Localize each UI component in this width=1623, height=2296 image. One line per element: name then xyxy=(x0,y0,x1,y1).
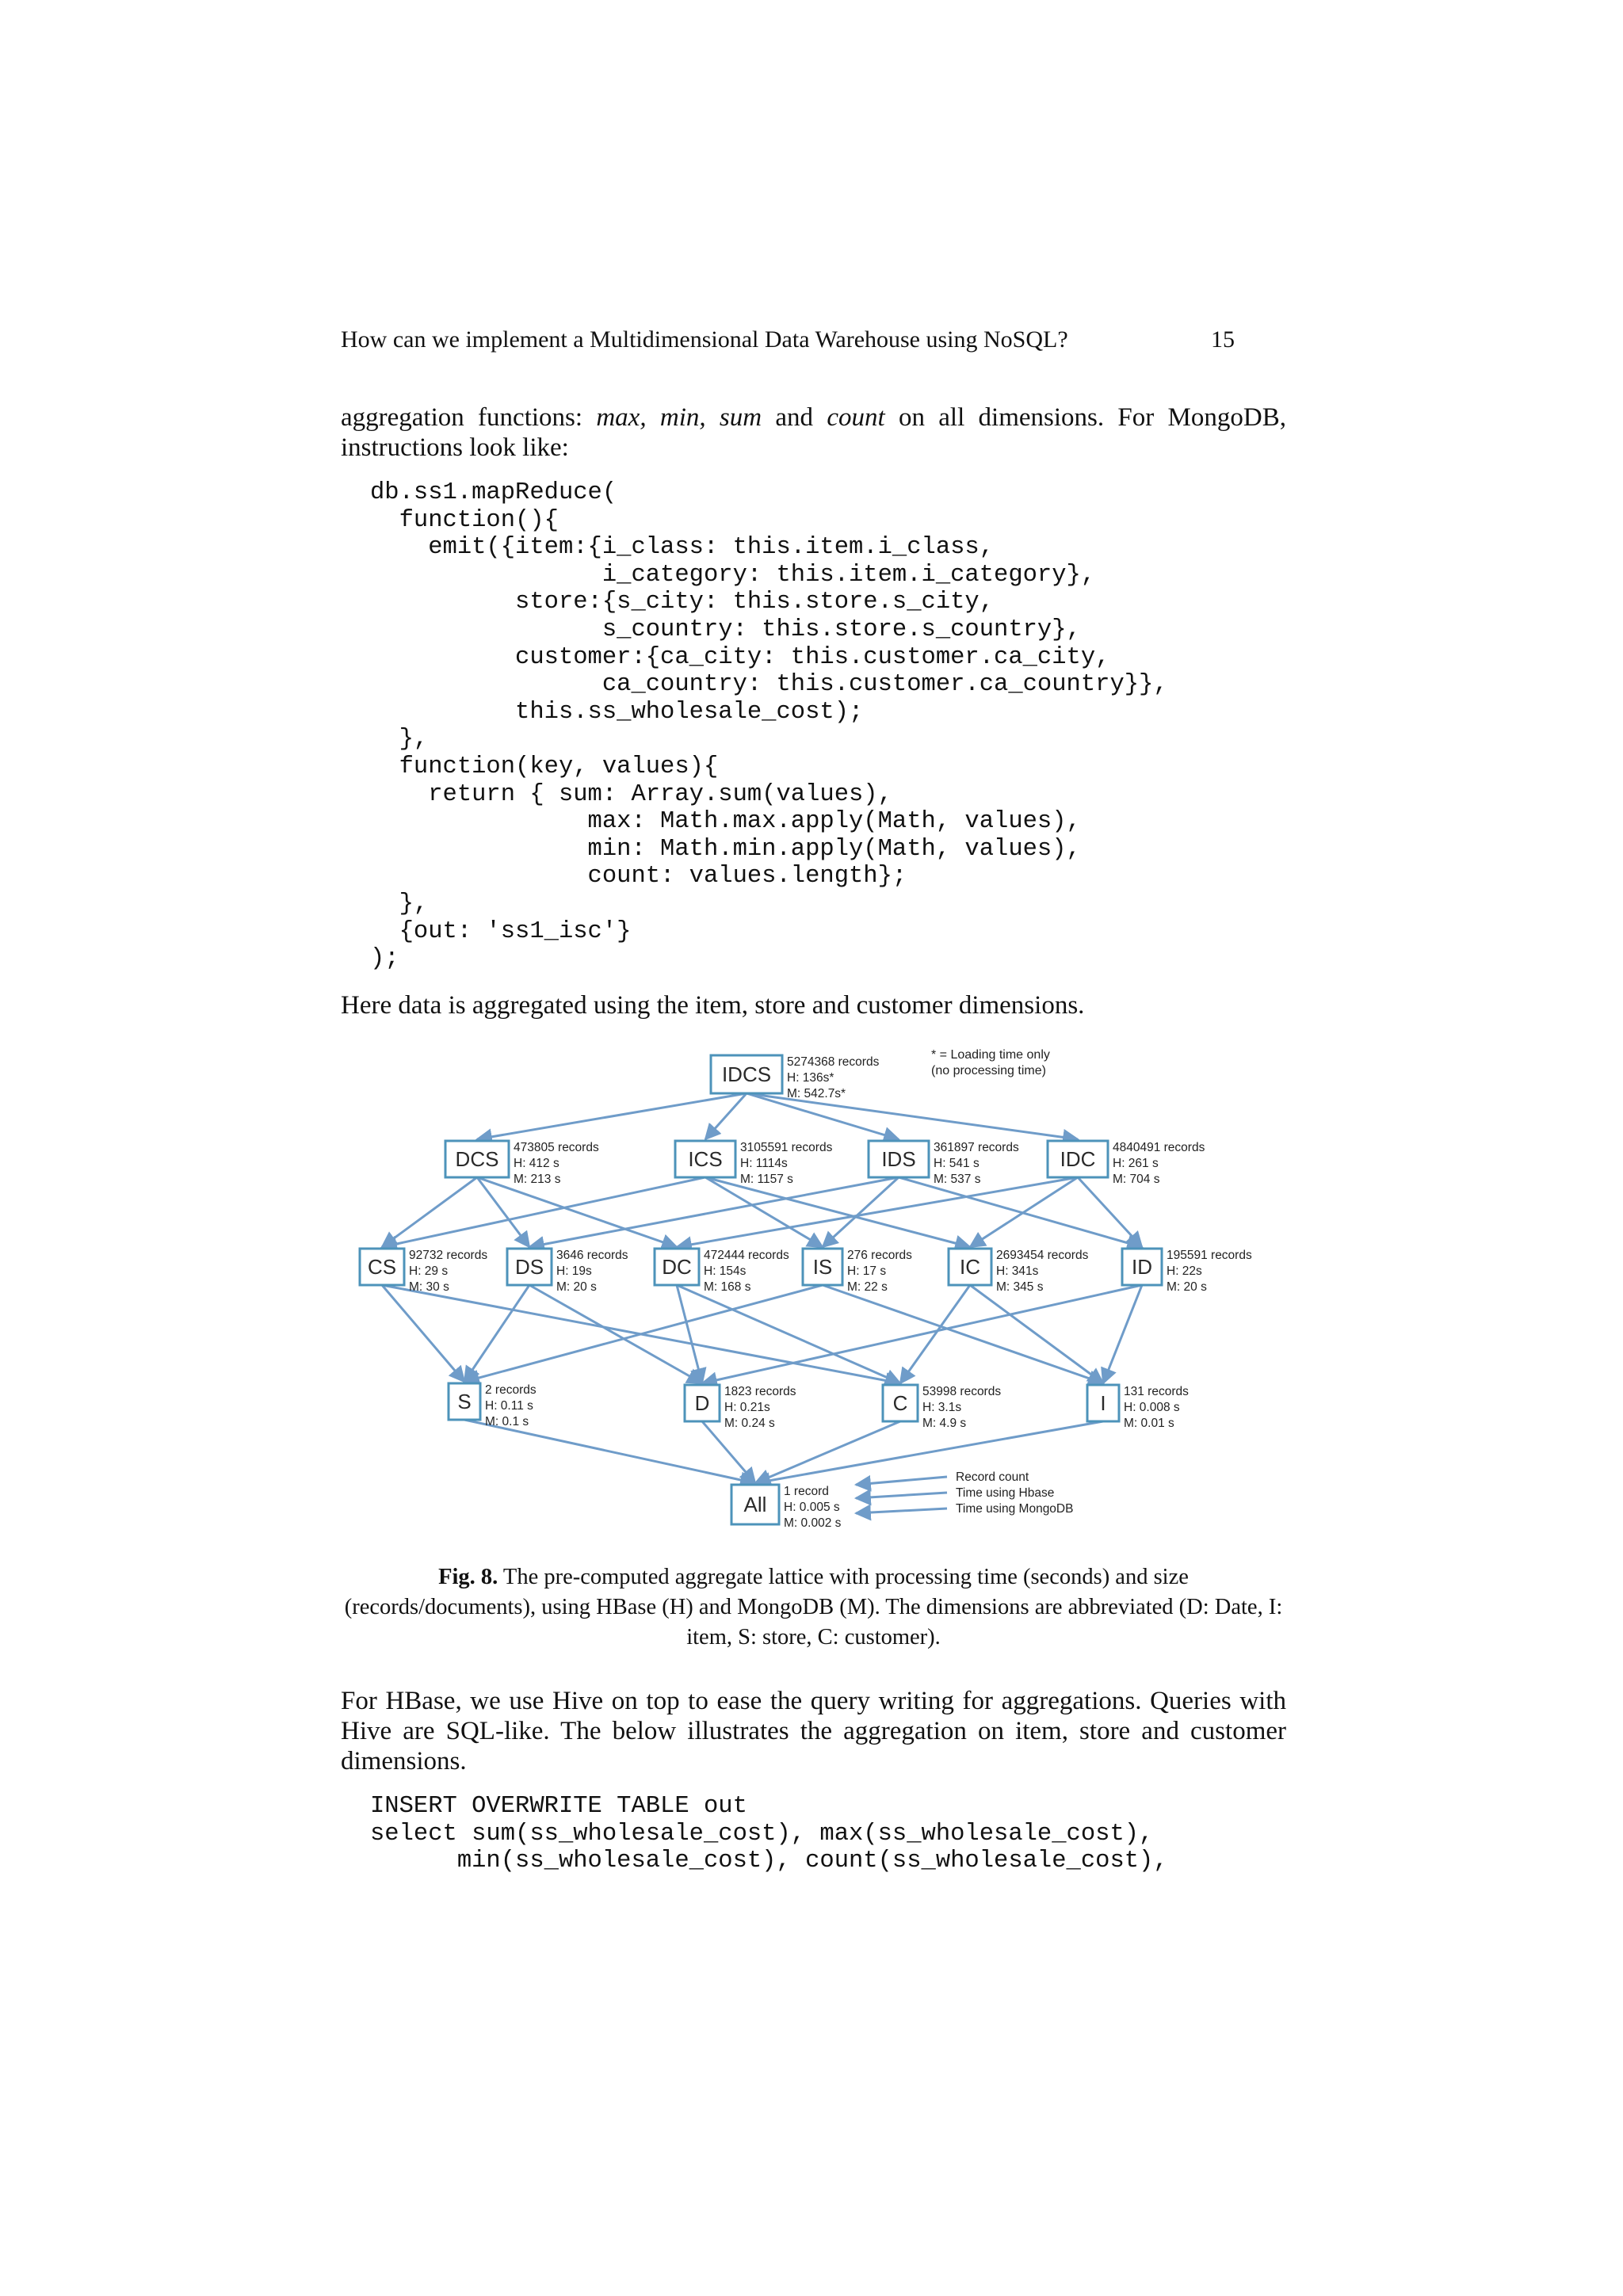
node-record-count: 361897 records xyxy=(934,1141,1019,1154)
node-record-count: 5274368 records xyxy=(787,1055,880,1069)
node-dc xyxy=(655,1249,789,1294)
node-record-count: 53998 records xyxy=(922,1385,1002,1398)
node-hbase-time: H: 0.008 s xyxy=(1124,1401,1180,1414)
key-record-count: Record count xyxy=(956,1470,1029,1484)
node-label: S xyxy=(457,1390,472,1413)
aggregate-lattice-figure xyxy=(349,1044,1276,1551)
node-label: D xyxy=(694,1391,710,1415)
node-label: ICS xyxy=(688,1147,723,1171)
key-arrow-record-count xyxy=(856,1477,947,1485)
node-label: All xyxy=(743,1493,767,1516)
running-title: How can we implement a Multidimensional Data Warehouse using NoSQL? xyxy=(341,326,1068,353)
key-arrow-hbase xyxy=(856,1493,947,1498)
node-mongodb-time: M: 30 s xyxy=(409,1280,449,1294)
node-record-count: 276 records xyxy=(847,1249,912,1262)
node-record-count: 3105591 records xyxy=(740,1141,833,1154)
node-mongodb-time: M: 20 s xyxy=(556,1280,597,1294)
node-mongodb-time: M: 542.7s* xyxy=(787,1087,846,1100)
node-label: CS xyxy=(367,1255,397,1279)
node-cs xyxy=(360,1249,487,1294)
para1-text-2: and xyxy=(762,403,827,432)
para1-emphasis-2: count xyxy=(827,403,885,432)
edge-s-to-all xyxy=(464,1420,755,1483)
edge-ics-to-is xyxy=(705,1177,823,1247)
edge-ids-to-ds xyxy=(529,1177,899,1247)
node-hbase-time: H: 261 s xyxy=(1113,1157,1159,1170)
node-hbase-time: H: 541 s xyxy=(934,1157,980,1170)
edge-idcs-to-dcs xyxy=(477,1093,747,1139)
key-time-mongodb: Time using MongoDB xyxy=(956,1502,1074,1516)
para1-text-1: aggregation functions: xyxy=(341,403,597,432)
caption-text: The pre-computed aggregate lattice with processing time (seconds) and size (records/documents), using HBase (H) and MongoDB (M). The dimensions are abbreviated (D: Date, I: item, S: store, C: customer). xyxy=(344,1565,1283,1650)
node-mongodb-time: M: 20 s xyxy=(1167,1280,1207,1294)
key-arrow-mongodb xyxy=(856,1508,947,1513)
node-mongodb-time: M: 0.24 s xyxy=(724,1417,775,1430)
paragraph-hbase-hive xyxy=(341,1686,1286,1776)
edge-dcs-to-dc xyxy=(477,1177,677,1247)
node-mongodb-time: M: 22 s xyxy=(847,1280,888,1294)
para3-text: For HBase, we use Hive on top to ease the query writing for aggregations. Queries with Hive are SQL-like. The below illustrates the aggregation on item, store and customer dimensions. xyxy=(341,1687,1286,1775)
node-dcs xyxy=(445,1141,599,1186)
node-mongodb-time: M: 0.002 s xyxy=(784,1516,842,1530)
node-record-count: 1823 records xyxy=(724,1385,796,1398)
para1-emphasis-1: max, min, sum xyxy=(596,403,762,432)
key-time-hbase: Time using Hbase xyxy=(956,1486,1055,1500)
node-label: IDCS xyxy=(721,1062,772,1086)
node-all xyxy=(731,1485,842,1530)
node-record-count: 2693454 records xyxy=(996,1249,1089,1262)
node-label: I xyxy=(1100,1391,1106,1415)
edge-id-to-i xyxy=(1103,1285,1142,1383)
node-label: IDC xyxy=(1060,1147,1096,1171)
node-i xyxy=(1087,1385,1189,1430)
node-c xyxy=(883,1385,1001,1430)
edge-ic-to-i xyxy=(970,1285,1103,1383)
node-hbase-time: H: 412 s xyxy=(514,1157,559,1170)
node-hbase-time: H: 341s xyxy=(996,1264,1039,1278)
node-mongodb-time: M: 1157 s xyxy=(740,1173,793,1186)
para2-text: Here data is aggregated using the item, store and customer dimensions. xyxy=(341,991,1085,1020)
node-mongodb-time: M: 0.01 s xyxy=(1124,1417,1174,1430)
edge-c-to-all xyxy=(755,1421,900,1483)
paragraph-aggregation-functions xyxy=(341,402,1286,463)
lattice-nodes xyxy=(360,1055,1252,1530)
caption-label: Fig. 8. xyxy=(438,1565,498,1589)
node-mongodb-time: M: 537 s xyxy=(934,1173,981,1186)
node-record-count: 92732 records xyxy=(409,1249,488,1262)
node-record-count: 195591 records xyxy=(1167,1249,1252,1262)
edge-i-to-all xyxy=(755,1421,1103,1483)
node-label: DCS xyxy=(455,1147,499,1171)
node-label: IC xyxy=(960,1255,980,1279)
node-mongodb-time: M: 0.1 s xyxy=(485,1415,529,1428)
node-s xyxy=(449,1383,537,1428)
paragraph-aggregated-dimensions xyxy=(341,990,1286,1020)
mongodb-mapreduce-code: db.ss1.mapReduce( function(){ emit({item:{i_class: this.item.i_class, i_category: this.item.i_category}, store:{s_city: this.store.s_city, s_country: this.store.s_country}, customer:{ca_city: this.customer.ca_city, ca_country: this.customer.ca_country}}, this.ss_wholesale_cost); }, function(key, values){ return { sum: Array.sum(values), max: Math.max.apply(Math, values), min: Math.min.apply(Math, values), count: values.length}; }, {out: 'ss1_isc'} ); xyxy=(370,479,1168,973)
node-record-count: 473805 records xyxy=(514,1141,599,1154)
running-header xyxy=(341,326,1236,358)
figure-key xyxy=(856,1470,1073,1516)
node-record-count: 2 records xyxy=(485,1383,537,1397)
node-label: ID xyxy=(1132,1255,1152,1279)
legend-note-1: * = Loading time only xyxy=(931,1048,1050,1062)
edge-ds-to-d xyxy=(529,1285,702,1383)
edge-idc-to-id xyxy=(1078,1177,1142,1247)
node-mongodb-time: M: 4.9 s xyxy=(922,1417,967,1430)
node-mongodb-time: M: 213 s xyxy=(514,1173,561,1186)
page-number: 15 xyxy=(1211,326,1235,353)
node-hbase-time: H: 3.1s xyxy=(922,1401,962,1414)
node-hbase-time: H: 0.11 s xyxy=(485,1399,533,1413)
node-mongodb-time: M: 168 s xyxy=(704,1280,751,1294)
node-hbase-time: H: 136s* xyxy=(787,1071,834,1085)
node-label: C xyxy=(892,1391,908,1415)
edge-dcs-to-ds xyxy=(477,1177,529,1247)
lattice-diagram xyxy=(349,1044,1276,1551)
node-hbase-time: H: 22s xyxy=(1167,1264,1202,1278)
node-record-count: 1 record xyxy=(784,1485,829,1498)
node-hbase-time: H: 29 s xyxy=(409,1264,449,1278)
node-hbase-time: H: 154s xyxy=(704,1264,747,1278)
node-ds xyxy=(507,1249,628,1294)
node-hbase-time: H: 17 s xyxy=(847,1264,887,1278)
legend-note-2: (no processing time) xyxy=(931,1064,1046,1077)
node-hbase-time: H: 0.005 s xyxy=(784,1501,840,1514)
hive-sql-code: INSERT OVERWRITE TABLE out select sum(ss_wholesale_cost), max(ss_wholesale_cost), min(ss_wholesale_cost), count(ss_wholesale_cost), xyxy=(370,1793,1168,1875)
node-label: IDS xyxy=(881,1147,916,1171)
node-record-count: 4840491 records xyxy=(1113,1141,1205,1154)
node-hbase-time: H: 1114s xyxy=(740,1157,788,1170)
figure-caption xyxy=(341,1562,1286,1653)
node-label: DS xyxy=(514,1255,544,1279)
node-mongodb-time: M: 704 s xyxy=(1113,1173,1160,1186)
edge-dc-to-d xyxy=(677,1285,702,1383)
node-label: DC xyxy=(662,1255,692,1279)
node-idcs xyxy=(711,1055,880,1100)
node-d xyxy=(685,1385,796,1430)
node-record-count: 3646 records xyxy=(556,1249,628,1262)
node-mongodb-time: M: 345 s xyxy=(996,1280,1044,1294)
edge-cs-to-s xyxy=(382,1285,464,1382)
node-label: IS xyxy=(812,1255,833,1279)
node-record-count: 472444 records xyxy=(704,1249,789,1262)
node-record-count: 131 records xyxy=(1124,1385,1189,1398)
node-hbase-time: H: 19s xyxy=(556,1264,592,1278)
para1-text-3: on all dimensions. For MongoDB, instructions look like: xyxy=(341,403,1286,462)
node-hbase-time: H: 0.21s xyxy=(724,1401,770,1414)
